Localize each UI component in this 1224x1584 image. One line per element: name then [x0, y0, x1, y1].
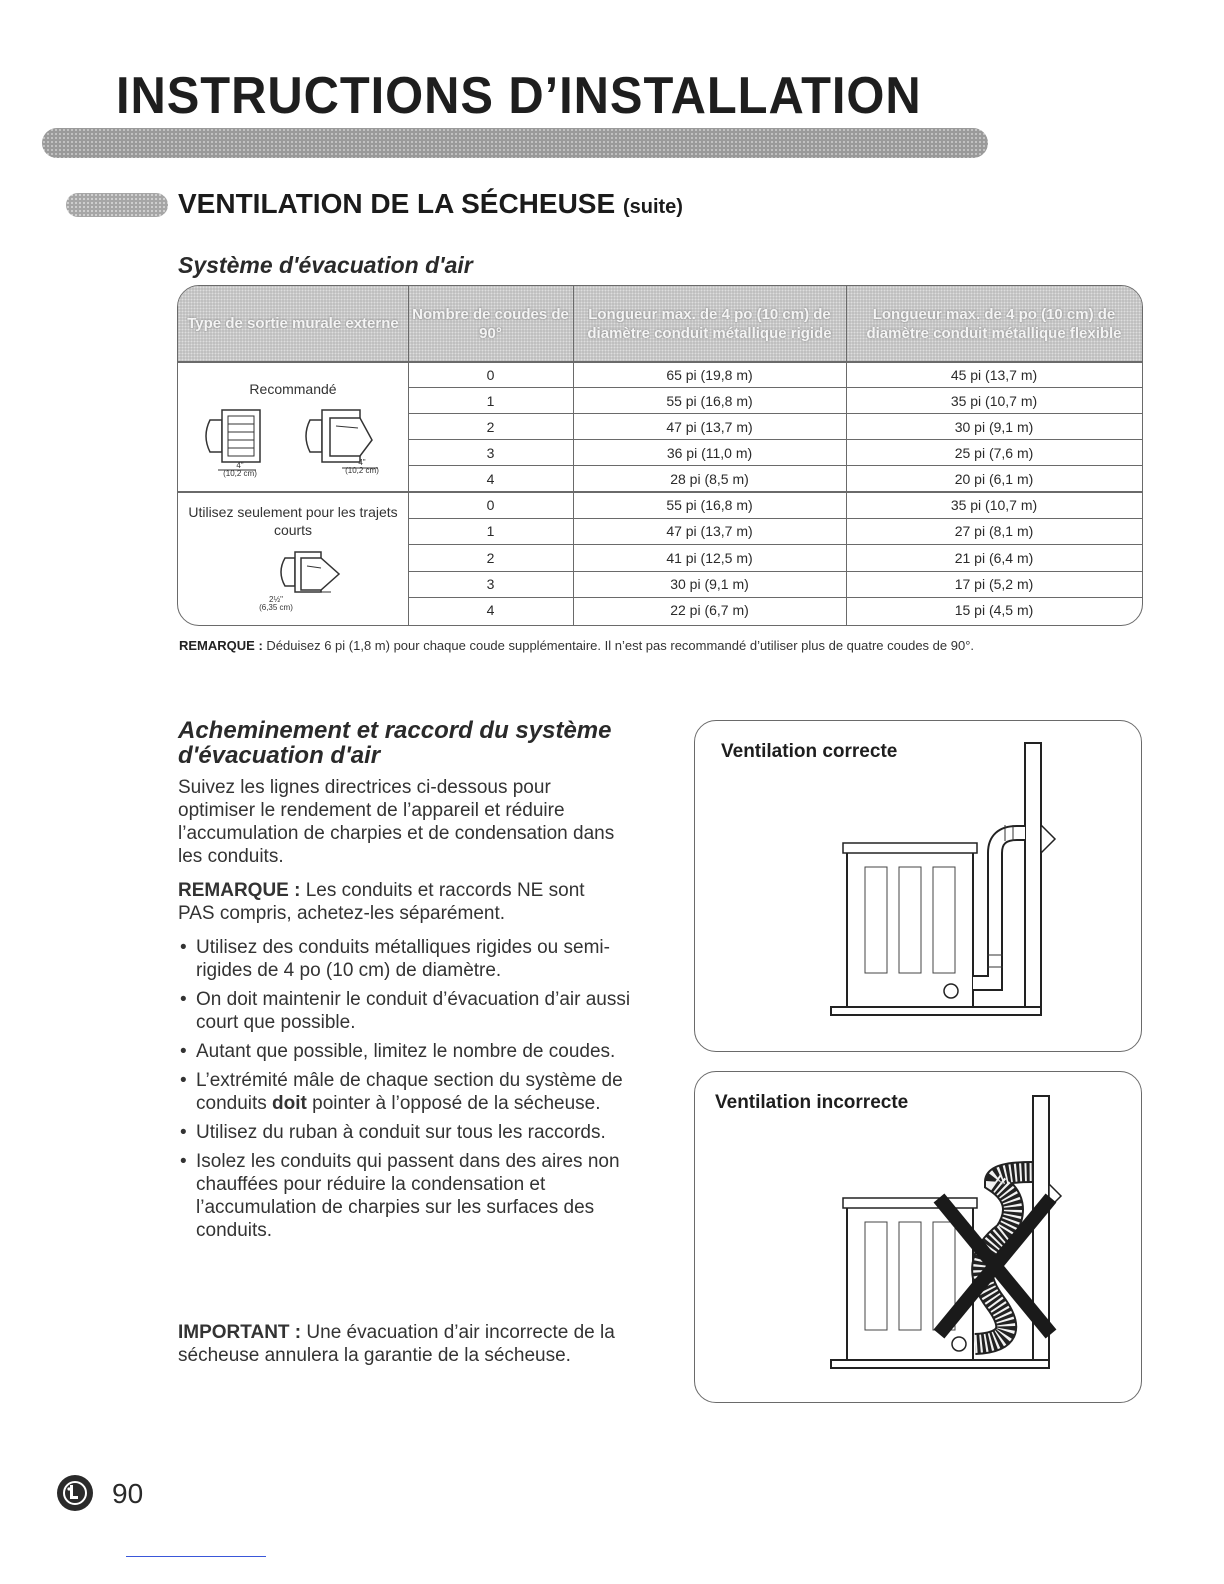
figure-correct-venting	[694, 720, 1142, 1052]
dim-short-in: 2½"	[269, 595, 283, 604]
exhaust-system-subtitle: Système d'évacuation d'air	[178, 252, 473, 278]
table-cell-flexible: 17 pi (5,2 m)	[954, 576, 1034, 592]
important-text: Une évacuation d’air incorrecte de la sécheuse annulera la garantie de la sécheuse.	[178, 1322, 615, 1366]
section-heading-suffix: (suite)	[622, 196, 683, 218]
table-cell-flexible: 25 pi (7,6 m)	[954, 445, 1034, 461]
table-cell-elbows: 0	[486, 367, 495, 383]
short-run-vent-icon	[273, 548, 353, 600]
page-title: INSTRUCTIONS D’INSTALLATION	[116, 67, 922, 125]
bottom-rule	[126, 1556, 266, 1557]
table-header-elbows: Nombre de coudes de 90°	[412, 305, 569, 342]
list-item: • Utilisez des conduits métalliques rigides ou semi-rigides de 4 po (10 cm) de diamètre.	[178, 936, 638, 982]
table-cell-rigid: 47 pi (13,7 m)	[666, 419, 753, 435]
table-cell-flexible: 27 pi (8,1 m)	[954, 523, 1034, 539]
table-cell-elbows: 2	[486, 419, 495, 435]
figure-incorrect-venting	[694, 1071, 1142, 1403]
table-cell-elbows: 2	[486, 550, 495, 566]
dim-left-cm: (10,2 cm)	[223, 469, 257, 478]
table-note-label: REMARQUE :	[179, 638, 263, 653]
figure-incorrect-title: Ventilation incorrecte	[715, 1092, 909, 1113]
dim-short-cm: (6,35 cm)	[259, 603, 293, 612]
title-decorative-bar	[42, 128, 988, 158]
important-note	[178, 1321, 628, 1367]
vent-length-table	[177, 285, 1143, 626]
table-cell-elbows: 4	[486, 602, 495, 618]
group-label-recommended: Recommandé	[249, 381, 337, 397]
section-heading	[178, 188, 683, 220]
table-cell-rigid: 36 pi (11,0 m)	[666, 445, 753, 461]
table-cell-flexible: 20 pi (6,1 m)	[954, 471, 1034, 487]
table-cell-flexible: 45 pi (13,7 m)	[950, 367, 1038, 383]
table-cell-rigid: 55 pi (16,8 m)	[666, 497, 753, 513]
important-label: IMPORTANT :	[178, 1322, 302, 1343]
table-cell-rigid: 65 pi (19,8 m)	[666, 367, 753, 383]
table-cell-flexible: 30 pi (9,1 m)	[954, 419, 1034, 435]
routing-subtitle: Acheminement et raccord du système d'évacuation d'air	[178, 717, 612, 769]
routing-note-label: REMARQUE :	[178, 880, 301, 901]
section-heading-text: VENTILATION DE LA SÉCHEUSE	[178, 188, 616, 219]
table-cell-flexible: 21 pi (6,4 m)	[954, 550, 1034, 566]
table-cell-elbows: 4	[486, 471, 495, 487]
table-cell-rigid: 47 pi (13,7 m)	[666, 523, 753, 539]
table-cell-elbows: 1	[486, 393, 495, 409]
routing-note	[178, 879, 618, 925]
dim-right-in: 4"	[358, 458, 366, 467]
routing-note-text: Les conduits et raccords NE sont PAS compris, achetez-les séparément.	[178, 880, 585, 924]
list-item: • Isolez les conduits qui passent dans des aires non chauffées pour réduire la condensation et l’accumulation de charpies sur les surfaces des conduits.	[178, 1150, 638, 1242]
table-cell-elbows: 3	[486, 576, 495, 592]
table-cell-rigid: 22 pi (6,7 m)	[670, 602, 749, 618]
table-cell-rigid: 28 pi (8,5 m)	[670, 471, 749, 487]
dim-right-cm: (10,2 cm)	[345, 466, 379, 475]
list-item: • Utilisez du ruban à conduit sur tous les raccords.	[178, 1121, 638, 1144]
dim-left-in: 4"	[236, 461, 244, 470]
table-cell-flexible: 35 pi (10,7 m)	[950, 393, 1038, 409]
table-header-flexible: Longueur max. de 4 po (10 cm) de diamètre conduit métallique flexible	[866, 305, 1122, 342]
dim-label	[252, 596, 300, 612]
table-header-exit-type: Type de sortie murale externe	[187, 315, 399, 332]
table-cell-flexible: 35 pi (10,7 m)	[950, 497, 1038, 513]
routing-intro: Suivez les lignes directrices ci-dessous pour optimiser le rendement de l’appareil et réduire l’accumulation de charpies et de condensation dans les conduits.	[178, 777, 615, 867]
page-number: 90	[112, 1478, 144, 1509]
list-item: • Autant que possible, limitez le nombre de coudes.	[178, 1040, 638, 1063]
list-item-bold: doit	[272, 1093, 307, 1114]
figure-correct-title: Ventilation correcte	[721, 741, 898, 762]
group-label-short-runs: Utilisez seulement pour les trajets courts	[188, 504, 398, 538]
table-cell-flexible: 15 pi (4,5 m)	[954, 602, 1034, 618]
list-item-text: L’extrémité mâle de chaque section du système de conduits	[196, 1070, 623, 1114]
lg-logo-icon	[56, 1474, 94, 1512]
table-cell-elbows: 3	[486, 445, 495, 461]
table-cell-elbows: 1	[486, 523, 495, 539]
table-cell-rigid: 30 pi (9,1 m)	[670, 576, 749, 592]
list-item: • On doit maintenir le conduit d’évacuation d’air aussi court que possible.	[178, 988, 638, 1034]
section-marker-pill	[66, 193, 168, 217]
dryer-correct-vent-illustration	[695, 721, 1141, 1051]
table-cell-rigid: 55 pi (16,8 m)	[666, 393, 753, 409]
list-item-text: pointer à l’opposé de la sécheuse.	[306, 1093, 601, 1114]
dim-label	[338, 459, 386, 475]
dryer-incorrect-vent-illustration	[695, 1072, 1141, 1402]
table-note	[179, 637, 1079, 654]
list-item	[178, 1069, 638, 1115]
table-note-text: Déduisez 6 pi (1,8 m) pour chaque coude supplémentaire. Il n’est pas recommandé d’utiliser plus de quatre coudes de 90°.	[266, 638, 975, 653]
dim-label	[216, 462, 264, 478]
table-cell-rigid: 41 pi (12,5 m)	[666, 550, 753, 566]
table-header-rigid: Longueur max. de 4 po (10 cm) de diamètre conduit métallique rigide	[587, 305, 832, 342]
table-cell-elbows: 0	[486, 497, 495, 513]
routing-guidelines-list	[178, 936, 638, 1248]
